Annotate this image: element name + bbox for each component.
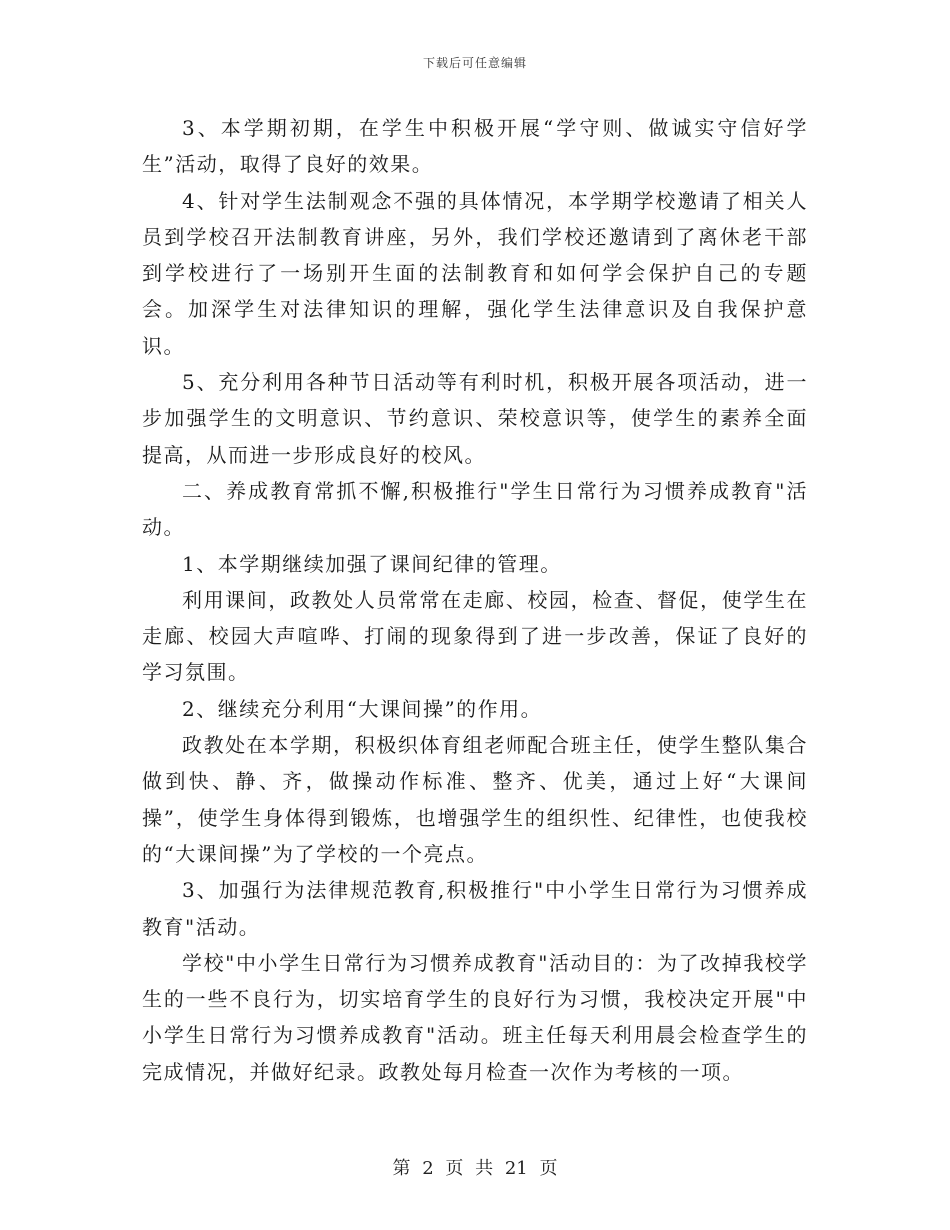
paragraph: 学校"中小学生日常行为习惯养成教育"活动目的：为了改掉我校学生的一些不良行为，切实培育学生的良好行为习惯，我校决定开展"中小学生日常行为习惯养成教育"活动。班主任每天利用晨会检查学生的完成情况，并做好纪录。政教处每月检查一次作为考核的一项。 xyxy=(142,950,808,1084)
paragraph: 利用课间，政教处人员常常在走廊、校园，检查、督促，使学生在走廊、校园大声喧哗、打闹的现象得到了进一步改善，保证了良好的学习氛围。 xyxy=(142,587,808,685)
paragraph: 4、针对学生法制观念不强的具体情况，本学期学校邀请了相关人员到学校召开法制教育讲座，另外，我们学校还邀请到了离休老干部到学校进行了一场别开生面的法制教育和如何学会保护自己的专题会。加深学生对法律知识的理解，强化学生法律意识及自我保护意识。 xyxy=(142,188,808,358)
document-body xyxy=(142,110,808,1090)
section-heading: 二、养成教育常抓不懈,积极推行"学生日常行为习惯养成教育"活动。 xyxy=(142,478,808,540)
header-note: 下载后可任意编辑 xyxy=(422,56,527,70)
paragraph: 5、充分利用各种节日活动等有利时机，积极开展各项活动，进一步加强学生的文明意识、节约意识、荣校意识等，使学生的素养全面提高，从而进一步形成良好的校风。 xyxy=(142,370,808,467)
paragraph: 政教处在本学期，积极织体育组老师配合班主任，使学生整队集合做到快、静、齐，做操动作标准、整齐、优美，通过上好“大课间操”，使学生身体得到锻炼，也增强学生的组织性、纪律性，也使我校的“大课间操”为了学校的一个亮点。 xyxy=(142,733,808,866)
paragraph: 3、加强行为法律规范教育,积极推行"中小学生日常行为习惯养成教育"活动。 xyxy=(142,878,808,939)
paragraph: 3、本学期初期，在学生中积极开展“学守则、做诚实守信好学生”活动，取得了良好的效果。 xyxy=(142,116,808,177)
paragraph: 1、本学期继续加强了课间纪律的管理。 xyxy=(182,551,562,576)
page-number-footer: 第 2 页 共 21 页 xyxy=(392,1158,558,1179)
paragraph: 2、继续充分利用“大课间操”的作用。 xyxy=(182,696,543,721)
